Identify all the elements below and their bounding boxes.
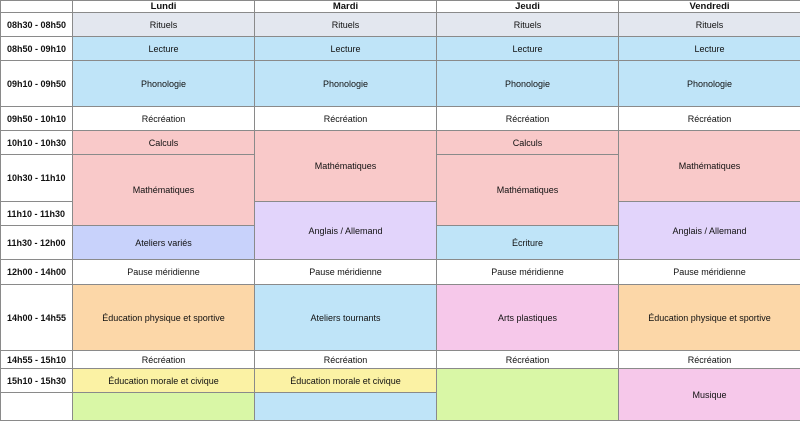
timetable-cell-mardi: Récréation [254,350,437,369]
timetable-cell-mardi [254,392,437,421]
time-slot-label: 09h10 - 09h50 [0,60,73,107]
timetable-cell-jeudi: Mathématiques [436,154,619,226]
timetable-cell-lundi: Mathématiques [72,154,255,226]
day-header-jeudi: Jeudi [436,0,619,13]
timetable-cell-lundi: Éducation physique et sportive [72,284,255,351]
timetable-cell-lundi: Rituels [72,12,255,37]
timetable-cell-vendredi: Phonologie [618,60,800,107]
timetable-cell-mardi: Anglais / Allemand [254,201,437,260]
timetable-cell-mardi: Éducation morale et civique [254,368,437,393]
time-slot-label: 14h55 - 15h10 [0,350,73,369]
timetable-cell-vendredi: Récréation [618,350,800,369]
timetable-cell-lundi: Lecture [72,36,255,61]
timetable-cell-vendredi: Éducation physique et sportive [618,284,800,351]
timetable-cell-mardi: Lecture [254,36,437,61]
day-header-mardi: Mardi [254,0,437,13]
time-slot-label: 12h00 - 14h00 [0,259,73,285]
timetable-cell-mardi: Phonologie [254,60,437,107]
time-slot-label: 11h10 - 11h30 [0,201,73,226]
timetable-cell-vendredi: Mathématiques [618,130,800,202]
timetable-cell-lundi [72,392,255,421]
timetable-cell-vendredi: Pause méridienne [618,259,800,285]
timetable-cell-vendredi: Rituels [618,12,800,37]
timetable-cell-mardi: Rituels [254,12,437,37]
timetable-cell-lundi: Récréation [72,106,255,131]
timetable-cell-vendredi: Musique [618,368,800,421]
timetable-cell-jeudi: Écriture [436,225,619,260]
time-slot-label: 10h30 - 11h10 [0,154,73,202]
timetable-cell-vendredi: Lecture [618,36,800,61]
timetable-cell-vendredi: Récréation [618,106,800,131]
timetable-cell-mardi: Pause méridienne [254,259,437,285]
timetable-cell-lundi: Pause méridienne [72,259,255,285]
time-slot-label: 14h00 - 14h55 [0,284,73,351]
timetable-cell-jeudi: Récréation [436,350,619,369]
timetable-cell-jeudi: Lecture [436,36,619,61]
timetable-cell-jeudi [436,368,619,421]
timetable-cell-jeudi: Arts plastiques [436,284,619,351]
time-slot-label: 11h30 - 12h00 [0,225,73,260]
time-slot-label: 10h10 - 10h30 [0,130,73,155]
timetable-cell-jeudi: Calculs [436,130,619,155]
timetable-cell-lundi: Phonologie [72,60,255,107]
time-slot-label: 08h30 - 08h50 [0,12,73,37]
timetable-cell-jeudi: Récréation [436,106,619,131]
timetable-cell-lundi: Calculs [72,130,255,155]
timetable-cell-jeudi: Phonologie [436,60,619,107]
timetable-cell-mardi: Récréation [254,106,437,131]
timetable-cell-jeudi: Rituels [436,12,619,37]
timetable-cell-mardi: Mathématiques [254,130,437,202]
timetable-cell-lundi: Récréation [72,350,255,369]
time-slot-label: 09h50 - 10h10 [0,106,73,131]
day-header-vendredi: Vendredi [618,0,800,13]
timetable-cell-lundi: Ateliers variés [72,225,255,260]
timetable-cell-mardi: Ateliers tournants [254,284,437,351]
timetable-cell-vendredi: Anglais / Allemand [618,201,800,260]
time-slot-label: 08h50 - 09h10 [0,36,73,61]
time-slot-label: 15h10 - 15h30 [0,368,73,393]
day-header-lundi: Lundi [72,0,255,13]
timetable-cell-lundi: Éducation morale et civique [72,368,255,393]
time-slot-label [0,392,73,421]
timetable-cell-jeudi: Pause méridienne [436,259,619,285]
